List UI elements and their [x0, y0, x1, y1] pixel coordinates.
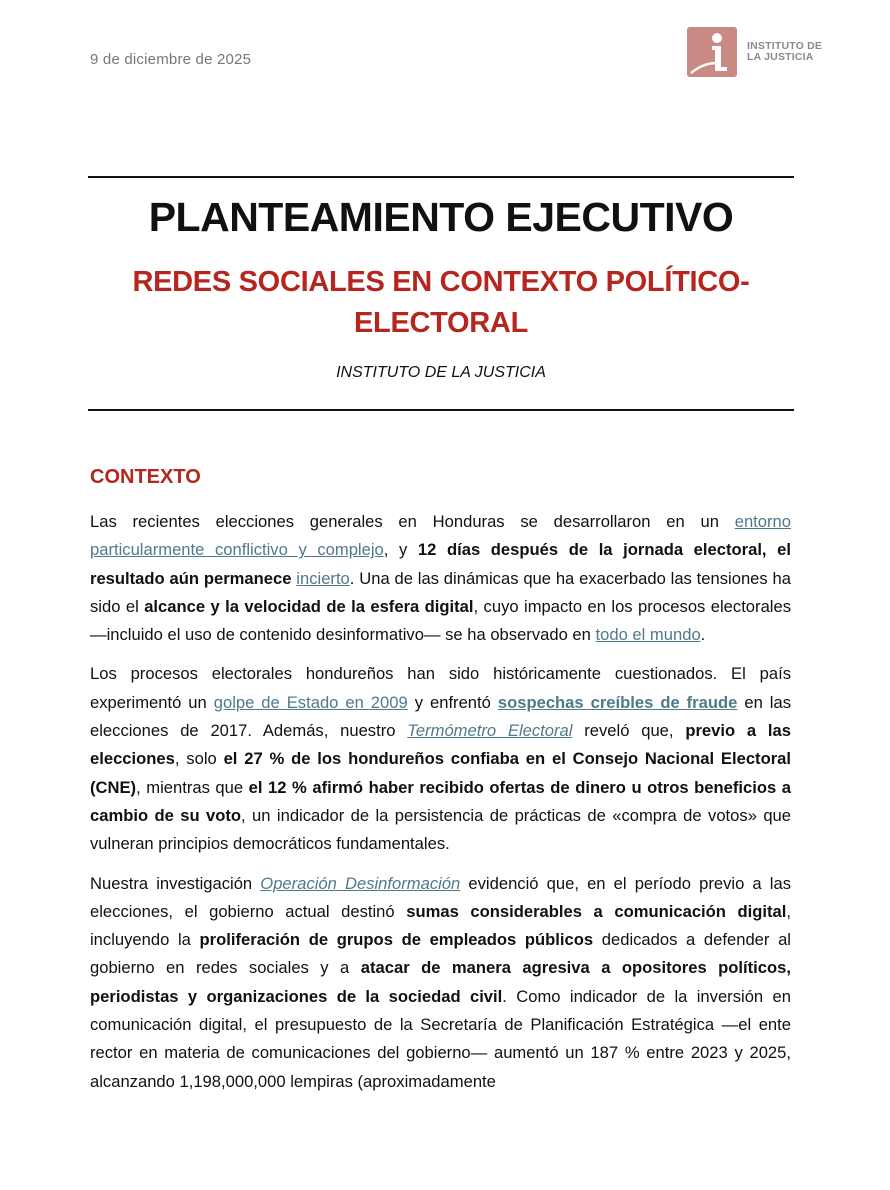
document-date: 9 de diciembre de 2025 — [90, 51, 252, 68]
link-incierto[interactable]: incierto — [296, 568, 350, 588]
section-heading: CONTEXTO — [90, 466, 201, 488]
link-entorno[interactable]: entorno particularmente conflictivo y complejo — [90, 512, 791, 560]
page-subtitle: REDES SOCIALES EN CONTEXTO POLÍTICO- ELECTORAL — [132, 266, 750, 339]
title-bottom-rule — [88, 409, 794, 411]
title-top-rule — [88, 176, 794, 178]
link-termometro-electoral[interactable]: Termómetro Electoral — [407, 721, 573, 741]
link-golpe-de-estado[interactable]: golpe de Estado en 2009 — [213, 692, 408, 712]
link-sospechas-fraude[interactable]: sospechas creíbles de fraude — [497, 692, 738, 712]
body-text — [90, 508, 791, 1107]
paragraph-1: Las recientes elecciones generales en Honduras se desarrollaron en un entorno particularmente conflictivo y complejo, y 12 días después de la jornada electoral, el resultado aún permanece incierto. Una de las dinámicas que ha exacerbado las tensiones ha sido el alcance y la velocidad de la esfera digital, cuyo impacto en los procesos electorales —incluido el uso de contenido desinformativo— se ha observado en todo el mundo. — [90, 512, 792, 645]
link-todo-el-mundo[interactable]: todo el mundo — [595, 625, 701, 645]
organization-name: INSTITUTO DE LA JUSTICIA — [336, 364, 546, 381]
paragraph-3: Nuestra investigación Operación Desinformación evidenció que, en el período previo a las elecciones, el gobierno actual destinó sumas considerables a comunicación digital, incluyendo la proliferación de grupos de empleados públicos dedicados a defender al gobierno en redes sociales y a atacar de manera agresiva a opositores políticos, periodistas y organizaciones de la sociedad civil. Como indicador de la inversión en comunicación digital, el presupuesto de la Secretaría de Planificación Estratégica —el ente rector en materia de comunicaciones del gobierno— aumentó un 187 % entre 2023 y 2025, alcanzando 1,198,000,000 lempiras (aproximadamente — [90, 873, 792, 1091]
institute-logo — [687, 27, 822, 77]
page-title: PLANTEAMIENTO EJECUTIVO — [148, 194, 734, 240]
paragraph-2: Los procesos electorales hondureños han sido históricamente cuestionados. El país experimentó un golpe de Estado en 2009 y enfrentó sospechas creíbles de fraude en las elecciones de 2017. Además, nuestro Termómetro Electoral reveló que, previo a las elecciones, solo el 27 % de los hondureños confiaba en el Consejo Nacional Electoral (CNE), mientras que el 12 % afirmó haber recibido ofertas de dinero u otros beneficios a cambio de su voto, un indicador de la persistencia de prácticas de «compra de votos» que vulneran principios democráticos fundamentales. — [90, 664, 791, 854]
link-operacion-desinformacion[interactable]: Operación Desinformación — [260, 873, 461, 893]
institute-logo-icon — [687, 27, 737, 77]
institute-logo-text: INSTITUTO DE LA JUSTICIA — [747, 40, 823, 63]
